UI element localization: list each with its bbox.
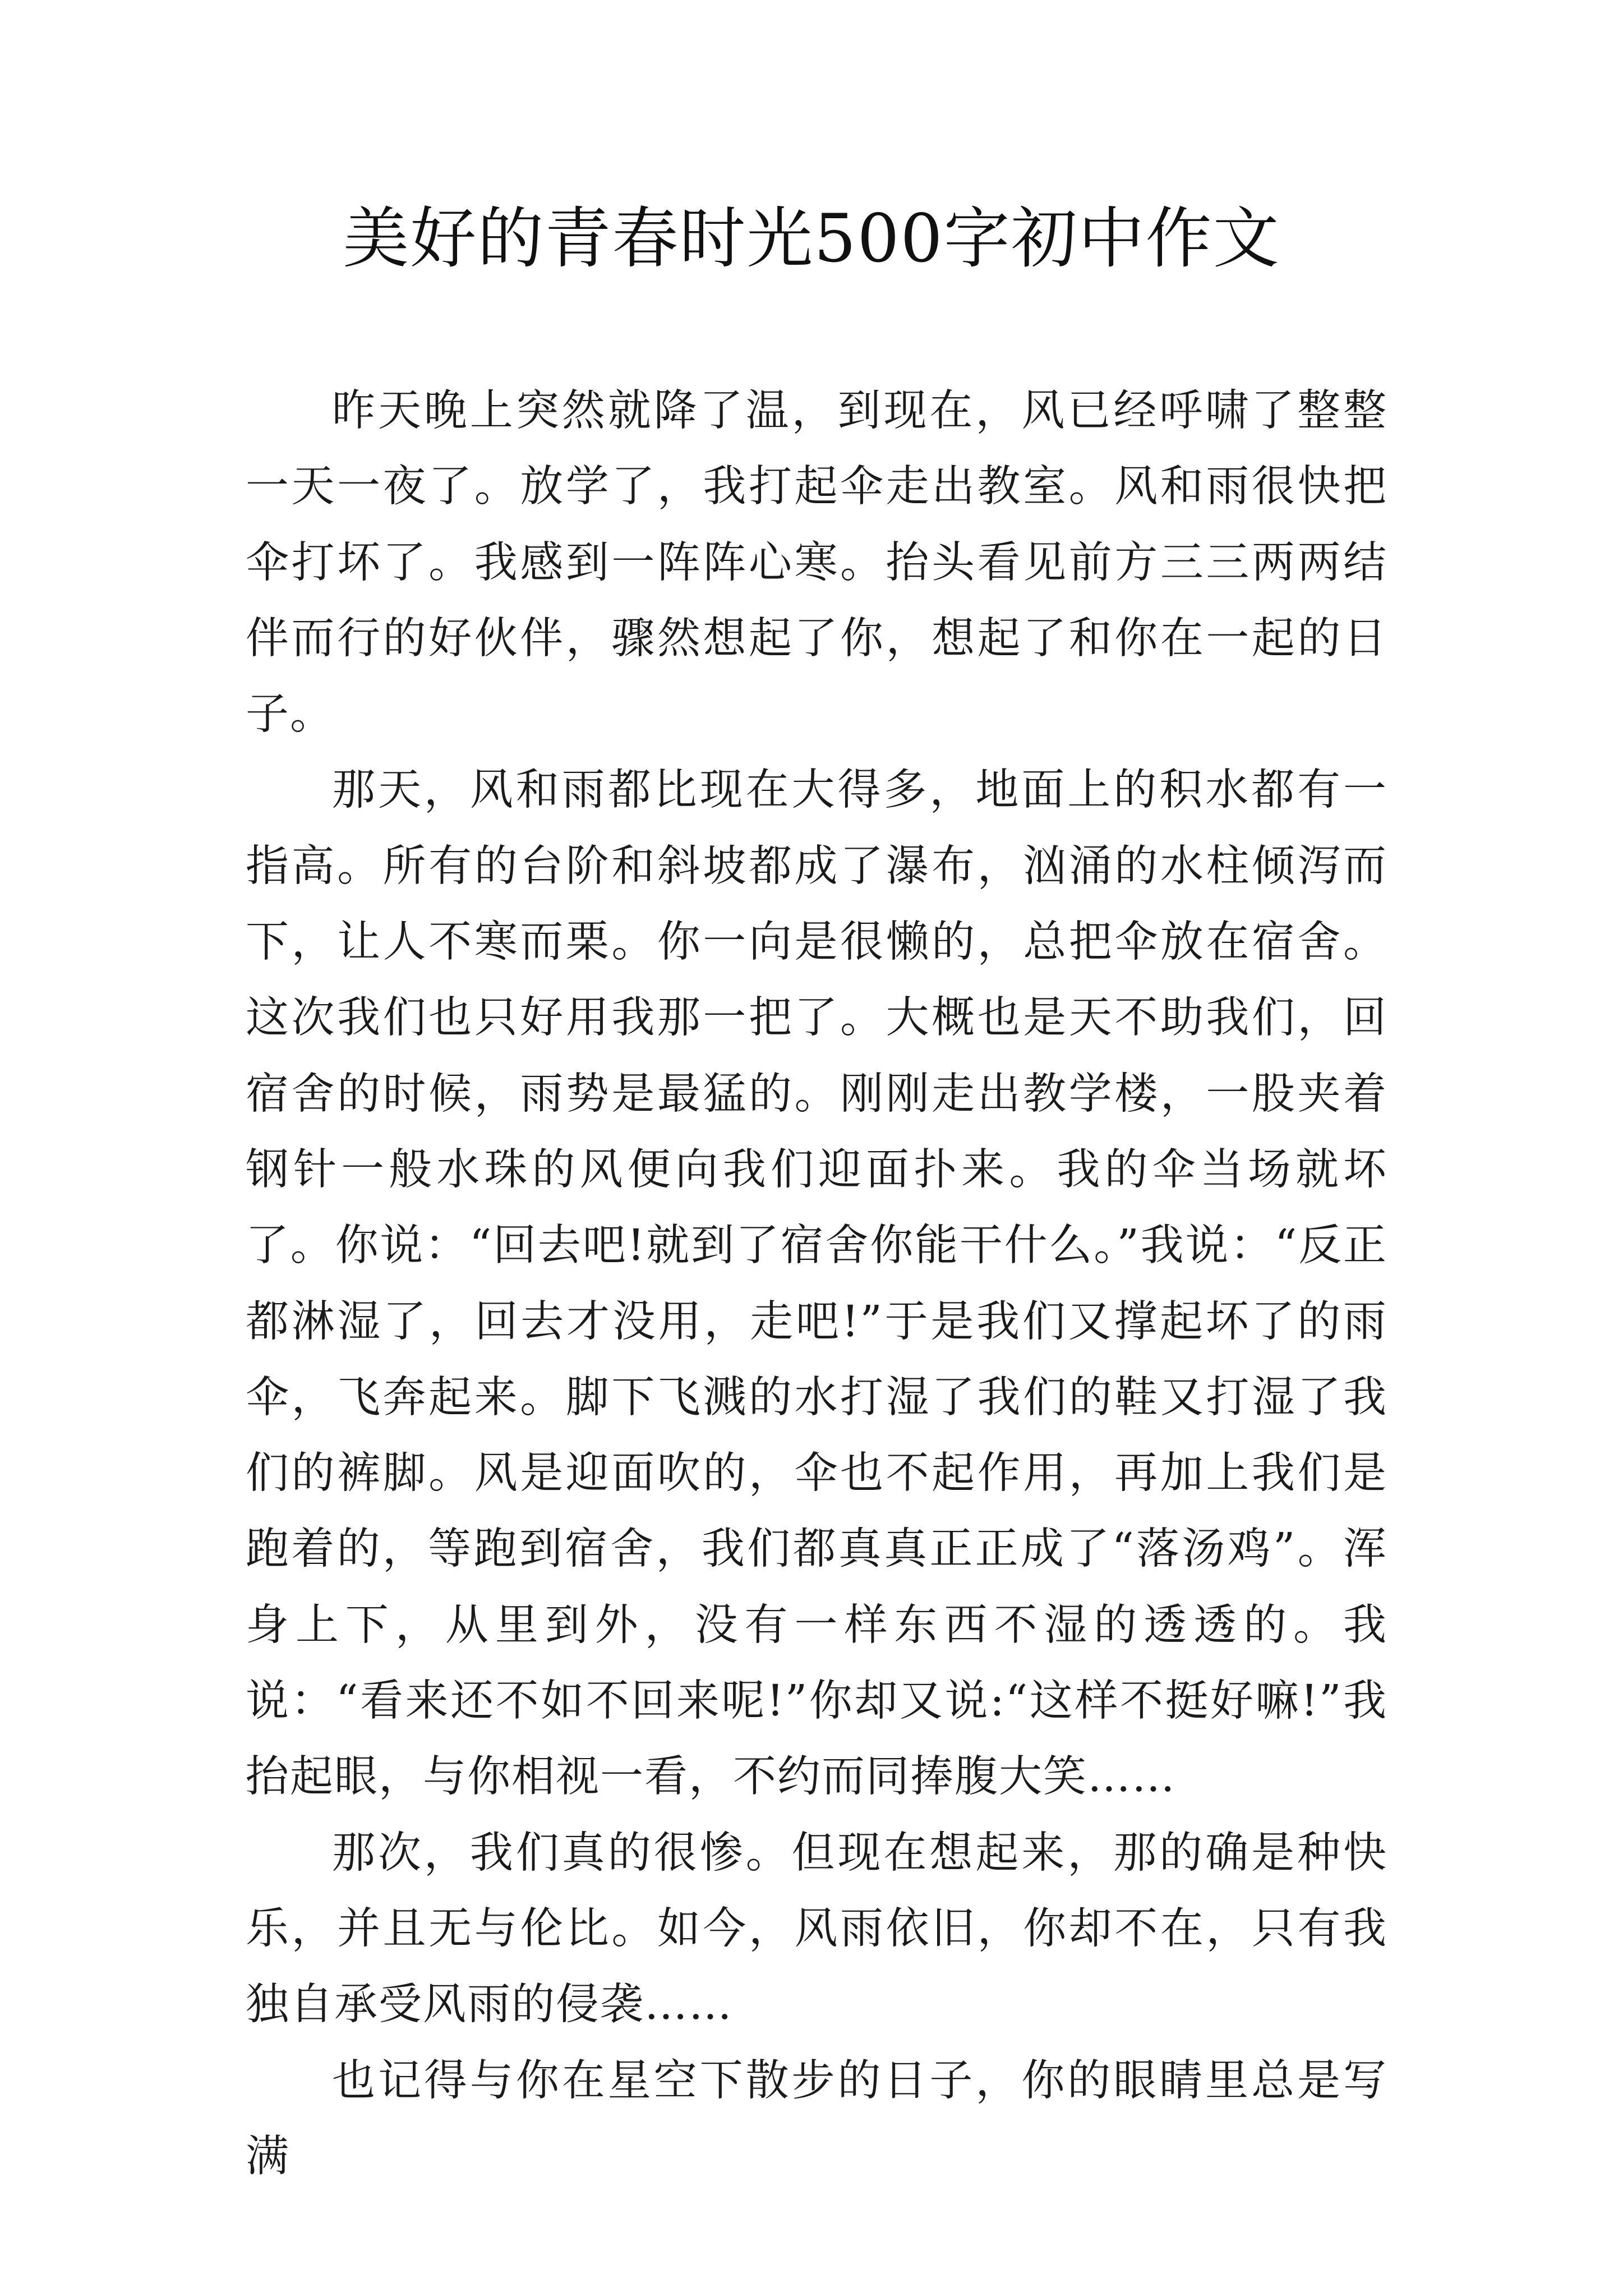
- document-title: 美好的青春时光500字初中作文: [343, 200, 1280, 277]
- document-body: [246, 373, 1387, 2194]
- paragraph: 昨天晚上突然就降了温，到现在，风已经呼啸了整整一天一夜了。放学了，我打起伞走出教室。风和雨很快把伞打坏了。我感到一阵阵心寒。抬头看见前方三三两两结伴而行的好伙伴，骤然想起了你，想起了和你在一起的日子。: [246, 386, 1387, 740]
- paragraph: 那次，我们真的很惨。但现在想起来，那的确是种快乐，并且无与伦比。如今，风雨依旧，你却不在，只有我独自承受风雨的侵袭……: [246, 1828, 1387, 2030]
- paragraph: 也记得与你在星空下散步的日子，你的眼睛里总是写满: [246, 2055, 1387, 2182]
- paragraph: 那天，风和雨都比现在大得多，地面上的积水都有一指高。所有的台阶和斜坡都成了瀑布，汹涌的水柱倾泻而下，让人不寒而栗。你一向是很懒的，总把伞放在宿舍。这次我们也只好用我那一把了。大概也是天不助我们，回宿舍的时候，雨势是最猛的。刚刚走出教学楼，一股夹着钢针一般水珠的风便向我们迎面扑来。我的伞当场就坏了。你说：“回去吧!就到了宿舍你能干什么。”我说：“反正都淋湿了，回去才没用，走吧!”于是我们又撑起坏了的雨伞，飞奔起来。脚下飞溅的水打湿了我们的鞋又打湿了我们的裤脚。风是迎面吹的，伞也不起作用，再加上我们是跑着的，等跑到宿舍，我们都真真正正成了“落汤鸡”。浑身上下，从里到外，没有一样东西不湿的透透的。我说：“看来还不如不回来呢!”你却又说:“这样不挺好嘛!”我抬起眼，与你相视一看，不约而同捧腹大笑……: [246, 765, 1387, 1802]
